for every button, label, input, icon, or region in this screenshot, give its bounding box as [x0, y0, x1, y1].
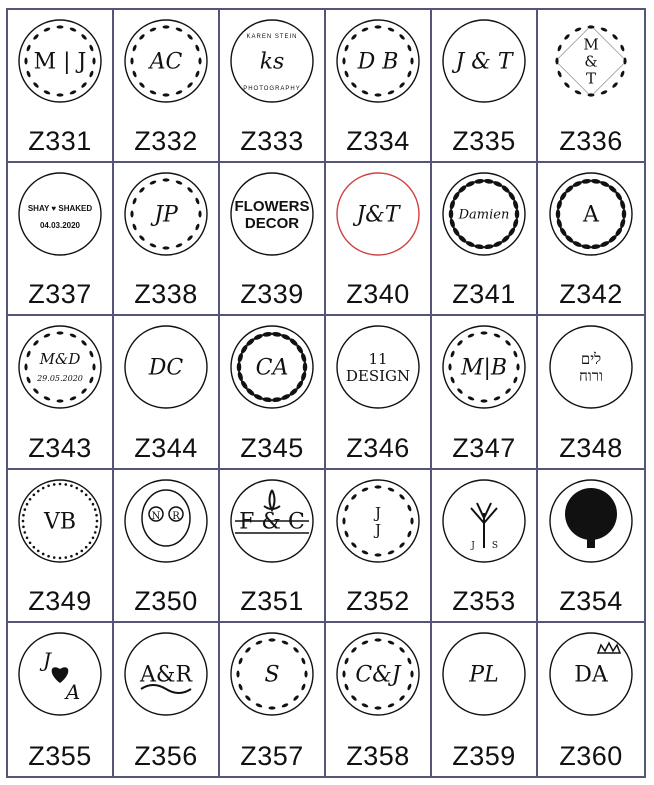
seal-text: AC	[149, 49, 183, 75]
product-code-label: Z332	[134, 126, 198, 157]
dot-ornament	[47, 484, 50, 487]
seal-text: T	[585, 69, 597, 88]
names-date-seal-image	[17, 171, 103, 257]
leaf-ornament	[448, 364, 451, 371]
dot-ornament	[59, 482, 62, 485]
leaf-ornament	[611, 81, 618, 88]
seal-text: I	[604, 517, 608, 529]
product-code-label: Z340	[346, 279, 410, 310]
leaf-ornament	[163, 25, 170, 28]
dot-ornament	[89, 541, 92, 544]
product-cell[interactable]	[114, 163, 220, 316]
leaf-ornament	[24, 58, 27, 65]
leaf-ornament	[481, 332, 488, 335]
product-cell[interactable]	[538, 623, 644, 776]
seal-text: ורוח	[579, 367, 603, 386]
ornate-wreath-name-seal-image	[441, 171, 527, 257]
leaf-ornament	[410, 670, 413, 677]
leaf-ornament	[600, 27, 608, 33]
product-cell[interactable]	[326, 10, 432, 163]
leaf-ornament	[163, 247, 170, 250]
seal-text: KAREN STEIN	[246, 34, 298, 40]
product-cell[interactable]	[114, 316, 220, 469]
dot-ornament	[80, 489, 83, 492]
seal-text: CA	[255, 356, 289, 382]
seal-text: ks	[259, 49, 285, 75]
product-cell[interactable]	[432, 10, 538, 163]
leaf-circle-monogram-seal-image	[335, 18, 421, 104]
leaf-ornament	[375, 706, 382, 709]
leaf-ornament	[449, 209, 454, 219]
seal-text: Damien	[458, 207, 510, 223]
seal-text: D B	[357, 49, 399, 75]
wreath-monogram-seal-image	[17, 18, 103, 104]
seal-text: DECOR	[244, 214, 300, 232]
leaf-ornament	[410, 58, 413, 65]
product-cell[interactable]	[326, 316, 432, 469]
seal-text: A	[583, 202, 599, 228]
dot-ornament	[22, 525, 25, 528]
seal-text: FLOWERS	[234, 197, 310, 215]
seal-text: לים	[580, 350, 602, 369]
leaf-ornament	[92, 364, 95, 371]
dot-ornament	[70, 484, 73, 487]
leaf-ornament	[92, 58, 95, 65]
leaf-ornament	[375, 25, 382, 28]
leaf-ornament	[24, 364, 27, 371]
dot-ornament	[42, 486, 45, 489]
product-code-label: Z331	[28, 126, 92, 157]
product-cell[interactable]	[8, 316, 114, 469]
dot-ornament	[80, 549, 83, 552]
dot-ornament	[64, 483, 67, 486]
product-cell[interactable]	[326, 163, 432, 316]
leaf-ornament	[57, 93, 64, 96]
leaf-ornament	[557, 44, 563, 52]
seal-text: J	[374, 503, 382, 522]
dot-ornament	[95, 514, 98, 517]
dot-ornament	[33, 493, 36, 496]
product-code-label: Z351	[240, 585, 304, 616]
leaf-ornament	[555, 58, 558, 65]
leaf-ornament	[130, 58, 133, 65]
leaf-ornament	[620, 70, 626, 78]
product-code-label: Z344	[134, 432, 198, 463]
seal-text: M&D	[39, 350, 81, 369]
product-code-label: Z346	[346, 432, 410, 463]
product-code-label: Z353	[452, 585, 516, 616]
leaf-ornament	[588, 93, 595, 96]
leaf-ornament	[623, 58, 626, 65]
product-cell[interactable]	[114, 10, 220, 163]
product-grid	[6, 8, 646, 778]
leaf-ornament	[57, 25, 64, 28]
crest-monogram-seal-image	[123, 324, 209, 410]
dot-ornament	[29, 541, 32, 544]
heart-monogram-seal-image	[17, 631, 103, 717]
product-cell[interactable]	[432, 316, 538, 469]
product-code-label: Z349	[28, 585, 92, 616]
dot-ornament	[22, 514, 25, 517]
dot-ornament	[33, 545, 36, 548]
product-code-label: Z359	[452, 740, 516, 771]
product-cell[interactable]	[538, 470, 644, 623]
product-code-label: Z342	[559, 279, 623, 310]
product-cell[interactable]	[432, 623, 538, 776]
product-code-label: Z352	[346, 585, 410, 616]
leaf-ornament	[303, 362, 308, 372]
product-cell[interactable]	[432, 470, 538, 623]
product-code-label: Z348	[559, 432, 623, 463]
dot-ornament	[47, 554, 50, 557]
seal-text: M	[583, 35, 599, 54]
seal-text: VB	[43, 509, 77, 535]
seal-text: M|B	[460, 356, 508, 382]
product-cell[interactable]	[220, 470, 326, 623]
dot-ornament	[24, 508, 27, 511]
product-cell[interactable]	[326, 470, 432, 623]
product-code-label: Z358	[346, 740, 410, 771]
seal-text: A	[65, 679, 81, 704]
leaf-ornament	[481, 400, 488, 403]
heavy-wreath-monogram-seal-image	[229, 324, 315, 410]
seal-text: DESIGN	[345, 367, 411, 386]
dot-ornament	[42, 552, 45, 555]
product-cell[interactable]	[8, 163, 114, 316]
leaf-ornament	[198, 58, 201, 65]
seal-text: N	[151, 510, 161, 522]
leaf-ornament	[557, 70, 563, 78]
leaf-ornament	[342, 670, 345, 677]
floral-script-monogram-seal-image	[335, 631, 421, 717]
dot-ornament	[94, 508, 97, 511]
sugar-skull-monogram-seal-image	[123, 478, 209, 564]
leaf-ornament	[269, 706, 276, 709]
leaf-ornament	[563, 33, 570, 40]
crown-monogram-seal-image	[548, 631, 634, 717]
seal-text: J	[374, 520, 382, 539]
product-code-label: Z347	[452, 432, 516, 463]
tree-of-life-monogram-seal-image	[548, 478, 634, 564]
seal-text: J	[42, 647, 52, 672]
dot-ornament	[64, 556, 67, 559]
seal-text: PHOTOGRAPHY	[243, 86, 301, 92]
product-cell[interactable]	[538, 316, 644, 469]
branch-stacked-monogram-seal-image	[335, 478, 421, 564]
dot-ornament	[37, 489, 40, 492]
product-code-label: Z360	[559, 740, 623, 771]
branch-circle-monogram-seal-image	[123, 171, 209, 257]
seal-text: F & C	[239, 509, 305, 535]
seal-text: 04.03.2020	[39, 220, 81, 230]
seal-text: M | J	[33, 49, 87, 75]
product-code-label: Z333	[240, 126, 304, 157]
seal-text: JP	[154, 202, 178, 228]
leaf-ornament	[574, 27, 582, 33]
flower-logo-seal-image	[229, 171, 315, 257]
wreath-names-date-seal-image	[17, 324, 103, 410]
leaf-ornament	[130, 211, 133, 218]
product-code-label: Z350	[134, 585, 198, 616]
seal-text: &	[584, 52, 598, 71]
dot-ornament	[26, 536, 29, 539]
product-code-label: Z343	[28, 432, 92, 463]
leaf-ornament	[516, 364, 519, 371]
dot-ornament	[92, 536, 95, 539]
leaf-ornament	[622, 209, 627, 219]
seal-text: J & T	[455, 49, 513, 75]
product-code-label: Z357	[240, 740, 304, 771]
dot-ornament	[59, 556, 62, 559]
leaf-ornament	[375, 553, 382, 556]
dot-ornament	[96, 519, 99, 522]
ornate-frame-monogram-seal-image	[123, 18, 209, 104]
seal-text: DC	[148, 356, 184, 382]
leaf-ornament	[556, 209, 561, 219]
seal-text: 11	[368, 350, 388, 369]
dot-ornament	[92, 502, 95, 505]
diamond-branch-monogram-seal-image	[548, 18, 634, 104]
seal-text: 29.05.2020	[37, 374, 83, 384]
seal-text: DA	[574, 662, 608, 688]
leaf-ornament	[620, 44, 626, 52]
leaf-ornament	[236, 670, 239, 677]
product-code-label: Z355	[28, 740, 92, 771]
hebrew-plant-seal-image	[548, 324, 634, 410]
product-code-label: Z338	[134, 279, 198, 310]
leaf-ornament	[163, 93, 170, 96]
script-circle-monogram-seal-image	[441, 631, 527, 717]
product-cell[interactable]	[220, 163, 326, 316]
dot-ornament	[85, 545, 88, 548]
seal-outline	[125, 480, 207, 562]
seal-text: J	[471, 540, 475, 551]
leaf-ornament	[600, 90, 608, 96]
swirl-logo-seal-image	[335, 324, 421, 410]
leaf-ornament	[237, 362, 242, 372]
leaf-ornament	[163, 179, 170, 182]
dot-ornament	[85, 493, 88, 496]
seal-text: S	[491, 540, 499, 551]
product-cell[interactable]	[220, 10, 326, 163]
white-tree-monogram-seal-image	[441, 478, 527, 564]
product-cell[interactable]	[220, 316, 326, 469]
laurel-monogram-seal-image	[441, 324, 527, 410]
dot-ornament	[95, 525, 98, 528]
leaf-ornament	[342, 58, 345, 65]
product-cell[interactable]	[538, 163, 644, 316]
seal-text: S	[264, 662, 280, 688]
laurel-script-seal-image	[229, 631, 315, 717]
dot-ornament	[70, 554, 73, 557]
seal-outline	[19, 173, 101, 255]
seal-text: J&T	[356, 202, 400, 228]
leaf-ornament	[515, 209, 520, 219]
dot-ornament	[75, 486, 78, 489]
leaf-ornament	[588, 25, 595, 28]
product-cell[interactable]	[114, 623, 220, 776]
product-code-label: Z335	[452, 126, 516, 157]
product-code-label: Z334	[346, 126, 410, 157]
product-code-label: Z336	[559, 126, 623, 157]
leaf-ornament	[574, 90, 582, 96]
seal-text: PL	[469, 662, 499, 688]
dot-ornament	[53, 483, 56, 486]
photography-logo-seal-image	[229, 18, 315, 104]
leaf-ornament	[611, 33, 618, 40]
ornament-monogram-seal-image	[123, 631, 209, 717]
product-code-label: Z337	[28, 279, 92, 310]
product-code-label: Z356	[134, 740, 198, 771]
product-code-label: Z354	[559, 585, 623, 616]
leaf-ornament	[198, 211, 201, 218]
leaf-ornament	[375, 485, 382, 488]
product-code-label: Z345	[240, 432, 304, 463]
seal-text: C	[572, 517, 580, 529]
dot-ornament	[89, 498, 92, 501]
leaf-ornament	[375, 93, 382, 96]
dot-ornament	[53, 556, 56, 559]
leaf-ornament	[410, 517, 413, 524]
product-cell[interactable]	[114, 470, 220, 623]
leaf-ornament	[57, 332, 64, 335]
dot-ornament	[94, 531, 97, 534]
product-cell[interactable]	[220, 623, 326, 776]
dotted-circle-monogram-seal-image	[17, 478, 103, 564]
script-monogram-seal-image	[441, 18, 527, 104]
product-cell[interactable]	[8, 470, 114, 623]
product-cell[interactable]	[8, 10, 114, 163]
product-code-label: Z341	[452, 279, 516, 310]
leaf-ornament	[57, 400, 64, 403]
seal-text: R	[172, 510, 180, 522]
product-cell[interactable]	[8, 623, 114, 776]
leaf-ornament	[375, 638, 382, 641]
leaf-ornament	[563, 81, 570, 88]
seal-text: SHAY ♥ SHAKED	[27, 203, 93, 213]
product-cell[interactable]	[538, 10, 644, 163]
product-cell[interactable]	[432, 163, 538, 316]
dot-ornament	[22, 519, 25, 522]
dot-ornament	[26, 502, 29, 505]
floral-crest-monogram-seal-image	[548, 171, 634, 257]
dot-ornament	[24, 531, 27, 534]
dot-ornament	[29, 498, 32, 501]
dot-ornament	[37, 549, 40, 552]
dot-ornament	[75, 552, 78, 555]
seal-text: C&J	[355, 662, 401, 688]
leaf-ornament	[269, 638, 276, 641]
seal-text: A&R	[139, 662, 193, 688]
bold-script-monogram-seal-image	[335, 171, 421, 257]
product-code-label: Z339	[240, 279, 304, 310]
leaf-ornament	[304, 670, 307, 677]
fleur-de-lis-monogram-seal-image	[229, 478, 315, 564]
leaf-ornament	[342, 517, 345, 524]
product-cell[interactable]	[326, 623, 432, 776]
